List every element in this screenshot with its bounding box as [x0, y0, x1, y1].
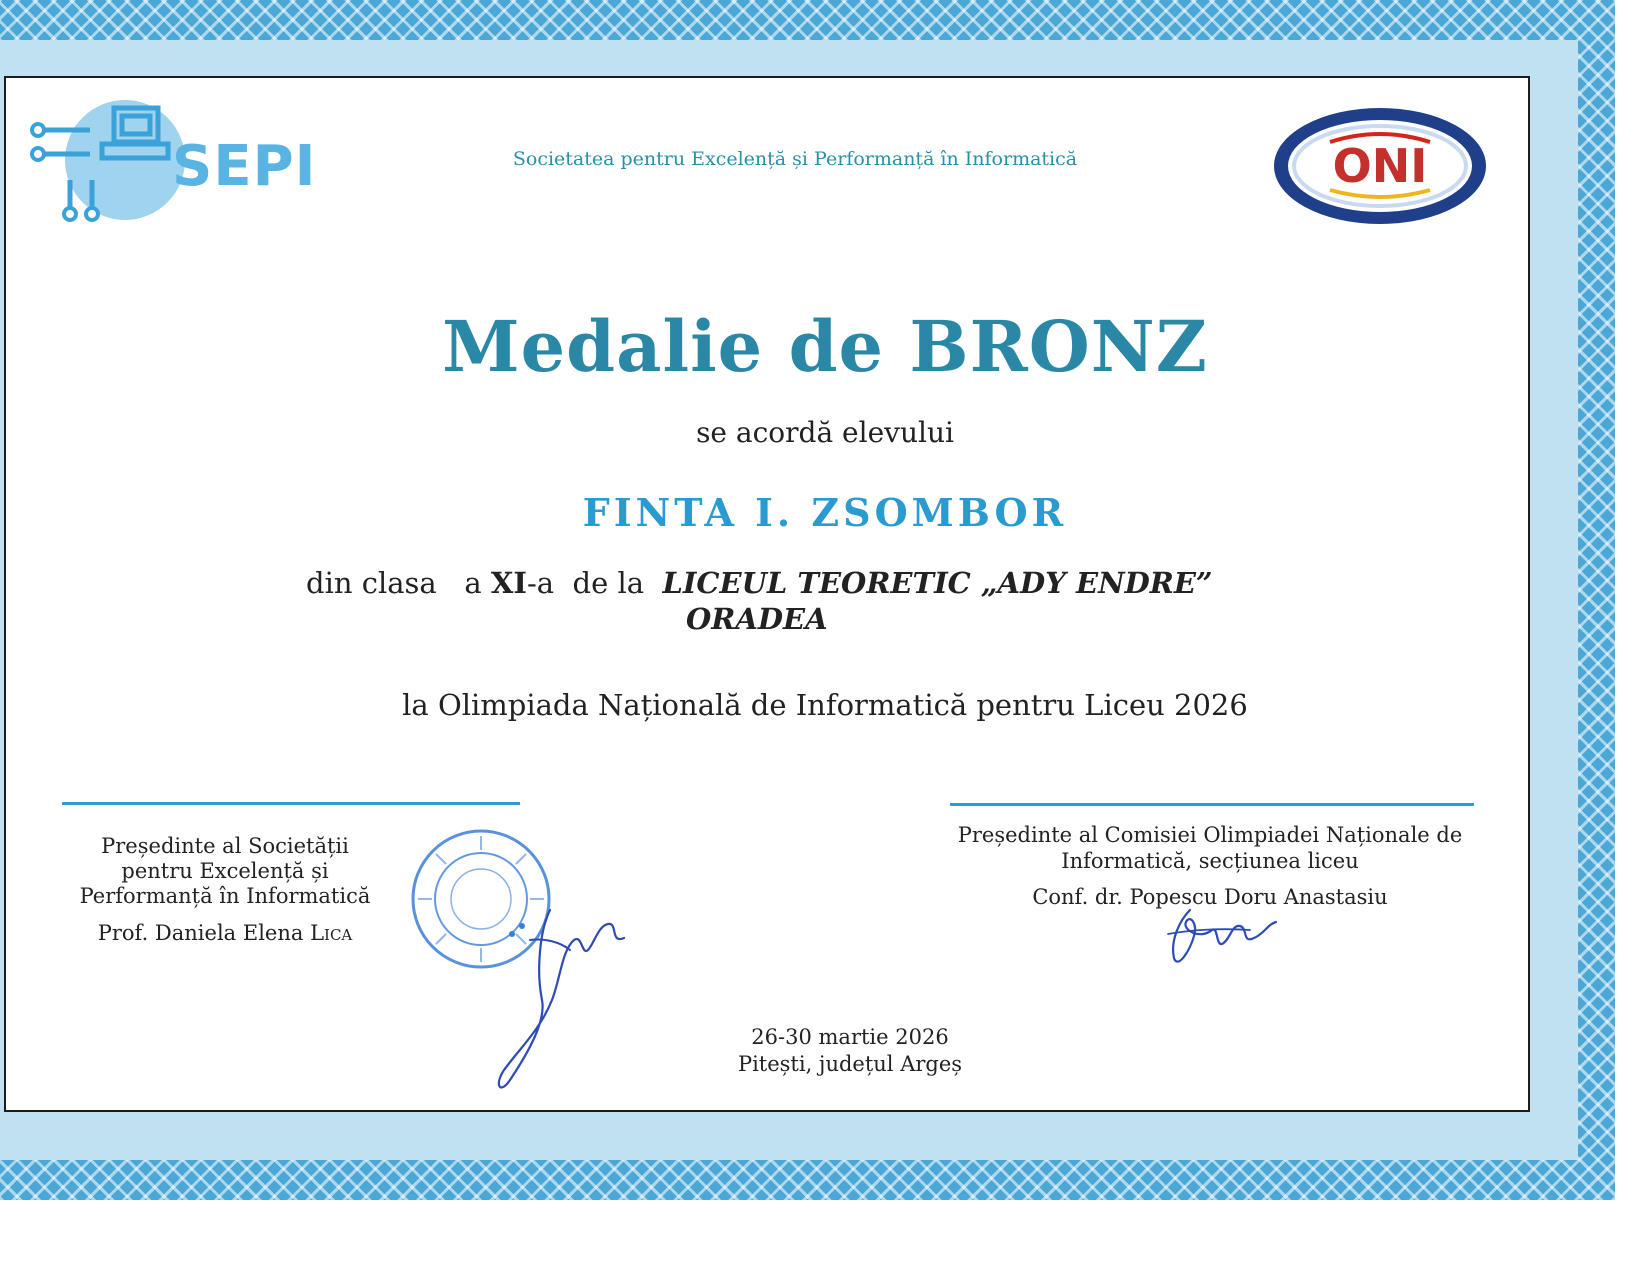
- signatory-left-name: [60, 921, 390, 946]
- signature-right: [1160, 900, 1280, 980]
- signature-rule-right: [950, 803, 1474, 806]
- signatory-right-role-2: Informatică, secțiunea liceu: [1061, 849, 1359, 873]
- class-suffix: -a: [526, 566, 555, 600]
- oni-logo: [1270, 104, 1490, 228]
- signatory-left-role-2: pentru Excelență și: [121, 859, 329, 883]
- event-dates: 26-30 martie 2026: [751, 1025, 949, 1049]
- event-info: [650, 1024, 1050, 1078]
- signatory-left-role-3: Performanță în Informatică: [79, 884, 371, 908]
- student-name: FINTA I. ZSOMBOR: [582, 490, 1068, 535]
- signatory-left: [60, 834, 390, 946]
- olympiad-name: la Olimpiada Națională de Informatică pentru Liceu 2026: [402, 688, 1248, 722]
- awarded-to-text: se acordă elevului: [696, 416, 954, 449]
- signatory-right: [940, 822, 1480, 910]
- school-name: LICEUL TEORETIC „ADY ENDRE”: [662, 566, 1213, 600]
- signatory-right-name: Conf. dr. Popescu Doru Anastasiu: [1032, 885, 1388, 909]
- oni-logo-text: ONI: [1332, 139, 1428, 193]
- class-value: XI: [490, 566, 527, 600]
- class-article: a: [464, 566, 482, 600]
- signatory-left-role-1: Președinte al Societății: [101, 834, 349, 858]
- signatory-left-name-prefix: Prof. Daniela Elena: [97, 921, 304, 945]
- school-prefix: de la: [572, 566, 645, 600]
- signature-rule-left: [62, 802, 520, 805]
- sepi-logo-text: SEPI: [172, 134, 317, 199]
- award-title: Medalie de BRONZ: [442, 305, 1208, 388]
- class-prefix: din clasa: [306, 566, 437, 600]
- scan-margin: [0, 1200, 1650, 1275]
- signatory-left-surname: Lica: [310, 921, 353, 945]
- signatory-right-role-1: Președinte al Comisiei Olimpiadei Naționale de: [957, 823, 1463, 847]
- class-line: [306, 566, 1306, 600]
- school-city: ORADEA: [686, 602, 828, 636]
- event-location: Pitești, județul Argeș: [737, 1052, 963, 1076]
- society-name: Societatea pentru Excelență și Performanță în Informatică: [512, 148, 1078, 170]
- signature-left: [490, 880, 640, 1100]
